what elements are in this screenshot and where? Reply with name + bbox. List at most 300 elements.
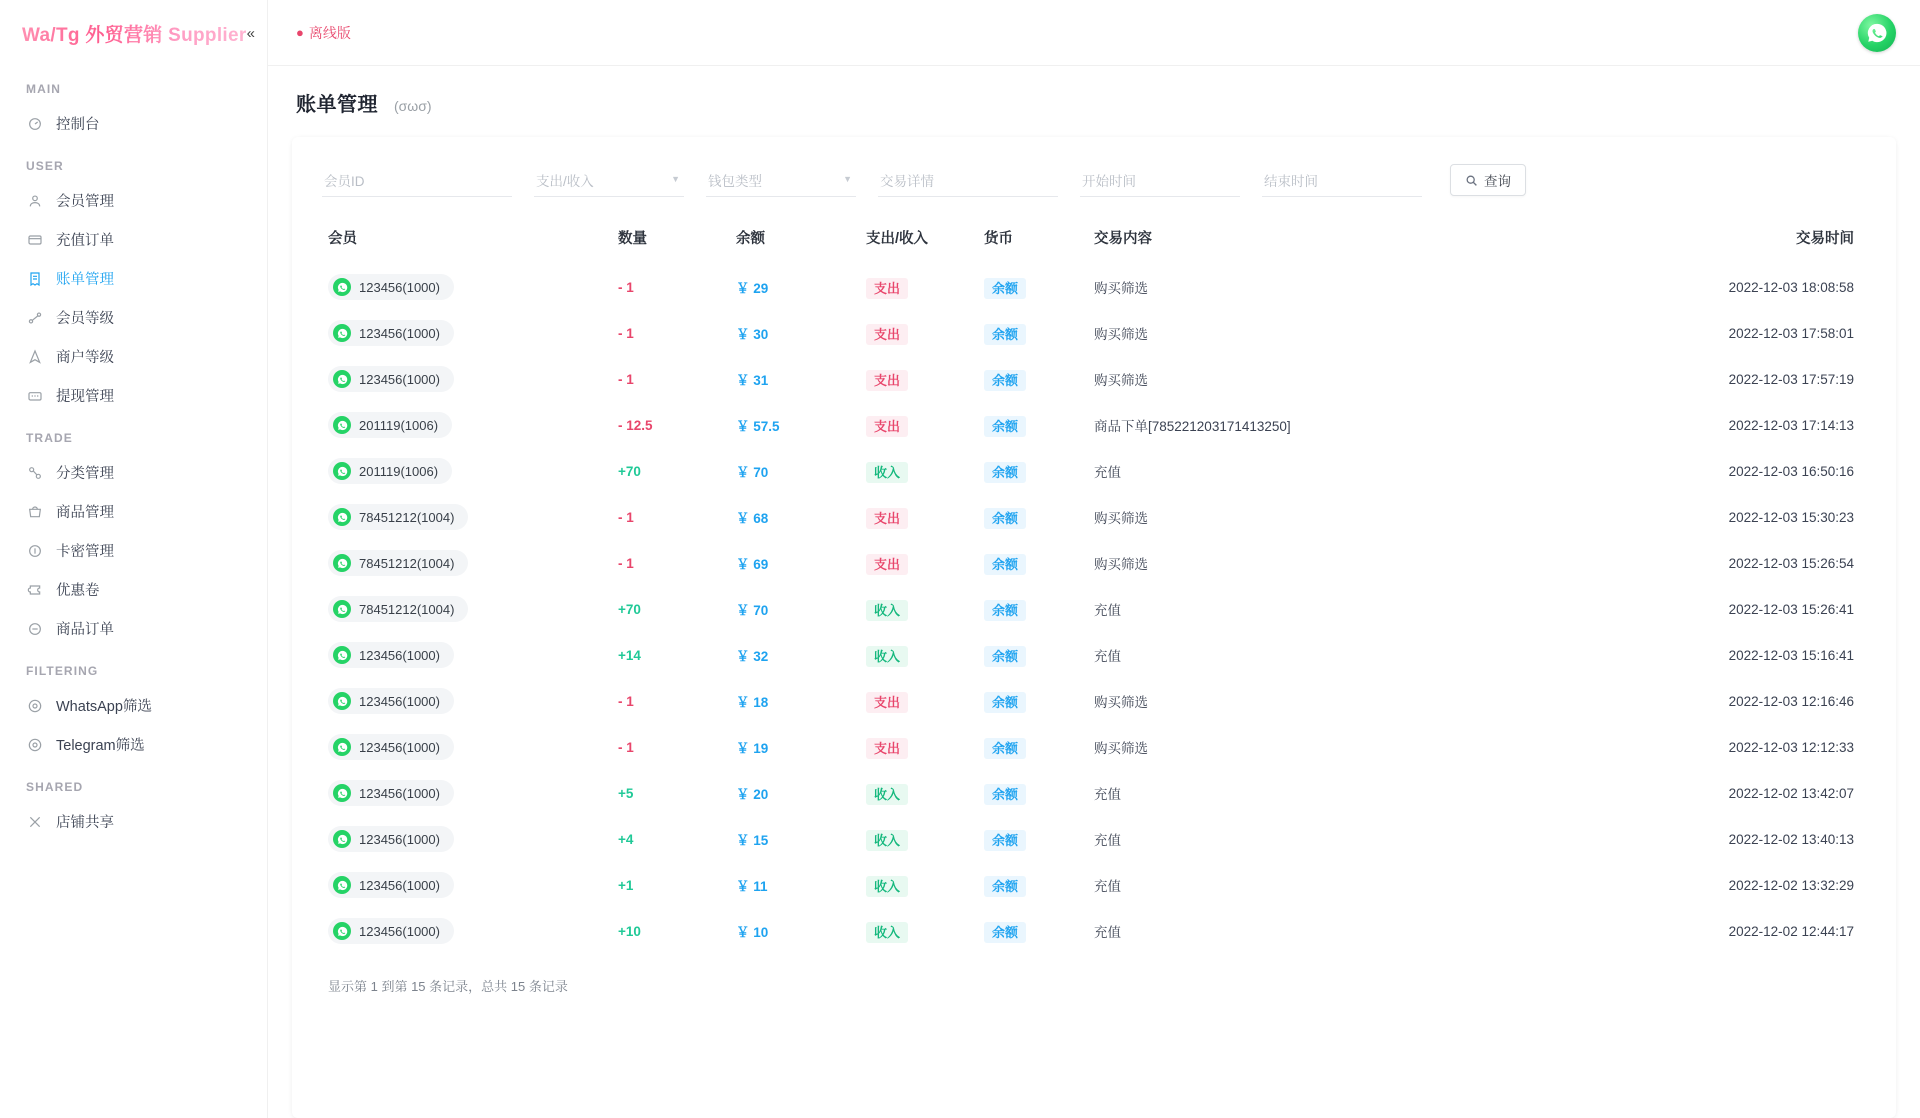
sidebar-item-label: 提现管理	[56, 389, 114, 405]
cell-time: 2022-12-02 13:32:29	[1728, 877, 1854, 893]
offline-badge	[296, 23, 351, 43]
member-chip[interactable]	[328, 320, 454, 346]
whatsapp-icon	[333, 600, 351, 618]
cell-currency	[978, 310, 1088, 356]
cell-content: 充值	[1094, 833, 1121, 848]
member-chip[interactable]	[328, 642, 454, 668]
cell-inout	[860, 816, 978, 862]
sidebar-item-label: 优惠卷	[56, 583, 100, 599]
sidebar-item-1-4[interactable]	[0, 802, 267, 841]
sidebar-item-label: 账单管理	[56, 272, 114, 288]
cell-currency	[978, 862, 1088, 908]
balance-value: ￥ 19	[736, 741, 769, 756]
sidebar-item-label: 会员管理	[56, 194, 114, 210]
cell-balance	[730, 862, 860, 908]
sidebar-nav	[0, 66, 267, 841]
member-label: 123456(1000)	[359, 739, 440, 755]
table-row[interactable]	[322, 448, 1866, 494]
member-label: 123456(1000)	[359, 325, 440, 341]
sidebar-item-label: 充值订单	[56, 233, 114, 249]
member-label: 78451212(1004)	[359, 601, 455, 617]
cell-member	[322, 862, 612, 908]
table-row[interactable]	[322, 586, 1866, 632]
table-row[interactable]	[322, 632, 1866, 678]
cell-inout	[860, 862, 978, 908]
recharge-icon	[26, 231, 43, 248]
member-label: 123456(1000)	[359, 279, 440, 295]
cell-currency	[978, 586, 1088, 632]
cell-content: 购买筛选	[1094, 327, 1148, 342]
sidebar-item-6-1[interactable]	[0, 376, 267, 415]
cell-time: 2022-12-02 13:42:07	[1728, 785, 1854, 801]
cell-amount	[612, 770, 730, 816]
cell-amount	[612, 356, 730, 402]
table-footer-info: 显示第 1 到第 15 条记录，总共 15 条记录	[328, 979, 568, 994]
cell-content: 购买筛选	[1094, 741, 1148, 756]
wallet-type-select[interactable]	[706, 163, 856, 197]
cell-time: 2022-12-02 12:44:17	[1728, 923, 1854, 939]
currency-badge: 余额	[984, 324, 1026, 345]
sidebar-item-5-2[interactable]	[0, 609, 267, 648]
cell-balance	[730, 770, 860, 816]
amount-value: +1	[618, 877, 634, 893]
sidebar-section-title: FILTERING	[26, 664, 99, 678]
sidebar-item-5-1[interactable]	[0, 337, 267, 376]
balance-value: ￥ 29	[736, 281, 769, 296]
cell-content: 充值	[1094, 649, 1121, 664]
chevron-down-icon: ▼	[671, 174, 680, 184]
sidebar-item-label: 商品管理	[56, 505, 114, 521]
sidebar-item-label: 控制台	[56, 117, 100, 133]
currency-badge: 余额	[984, 922, 1026, 943]
sidebar-item-label: WhatsApp筛选	[56, 699, 152, 715]
table-row[interactable]	[322, 402, 1866, 448]
table-row[interactable]	[322, 678, 1866, 724]
table-row[interactable]	[322, 356, 1866, 402]
th-content: 交易内容	[1094, 231, 1152, 247]
order-icon	[26, 620, 43, 637]
cell-time: 2022-12-03 16:50:16	[1728, 463, 1854, 479]
end-time-input[interactable]: 结束时间	[1262, 163, 1422, 197]
sidebar-collapse-icon[interactable]: «	[246, 24, 253, 42]
cell-time: 2022-12-03 17:57:19	[1728, 371, 1854, 387]
table-row[interactable]	[322, 310, 1866, 356]
topbar	[268, 0, 1920, 66]
inout-badge: 收入	[866, 830, 908, 851]
member-chip[interactable]	[328, 366, 454, 392]
cell-amount	[612, 586, 730, 632]
th-currency: 货币	[984, 231, 1013, 247]
sidebar-item-1-0[interactable]	[0, 104, 267, 143]
member-chip[interactable]	[328, 412, 452, 438]
cell-member	[322, 448, 612, 494]
whatsapp-icon	[333, 784, 351, 802]
cell-content: 购买筛选	[1094, 281, 1148, 296]
member-label: 123456(1000)	[359, 693, 440, 709]
cell-time: 2022-12-03 15:26:41	[1728, 601, 1854, 617]
currency-badge: 余额	[984, 738, 1026, 759]
cell-member	[322, 770, 612, 816]
filter-bar	[322, 163, 1866, 209]
whatsapp-icon	[333, 462, 351, 480]
cell-inout	[860, 724, 978, 770]
wallet-type-select-label: 钱包类型	[708, 173, 762, 189]
cell-member	[322, 310, 612, 356]
whatsapp-icon	[333, 738, 351, 756]
sidebar-section-title: SHARED	[26, 780, 84, 794]
cell-time: 2022-12-03 17:14:13	[1728, 417, 1854, 433]
merchant-icon	[26, 348, 43, 365]
inout-badge: 支出	[866, 278, 908, 299]
cell-content: 充值	[1094, 603, 1121, 618]
cell-balance	[730, 494, 860, 540]
sidebar-item-1-2[interactable]	[0, 453, 267, 492]
th-balance: 余额	[736, 231, 765, 247]
cell-amount	[612, 816, 730, 862]
whatsapp-icon	[333, 278, 351, 296]
inout-badge: 支出	[866, 324, 908, 345]
category-icon	[26, 464, 43, 481]
amount-value: - 12.5	[618, 417, 653, 433]
cell-amount	[612, 264, 730, 310]
cell-inout	[860, 586, 978, 632]
coupon-icon	[26, 581, 43, 598]
table-row[interactable]	[322, 264, 1866, 310]
cell-member	[322, 264, 612, 310]
member-chip[interactable]	[328, 550, 468, 576]
bill-table	[322, 221, 1866, 954]
currency-badge: 余额	[984, 508, 1026, 529]
inout-badge: 收入	[866, 876, 908, 897]
balance-value: ￥ 20	[736, 787, 769, 802]
cell-time: 2022-12-03 12:16:46	[1728, 693, 1854, 709]
cell-currency	[978, 724, 1088, 770]
bill-icon	[26, 270, 43, 287]
whatsapp-filter-icon	[26, 697, 43, 714]
amount-value: - 1	[618, 279, 634, 295]
whatsapp-avatar-icon[interactable]	[1858, 14, 1896, 52]
cell-balance	[730, 356, 860, 402]
cell-amount	[612, 310, 730, 356]
member-chip[interactable]	[328, 458, 452, 484]
detail-input[interactable]: 交易详情	[878, 163, 1058, 197]
start-time-input[interactable]: 开始时间	[1080, 163, 1240, 197]
sidebar-item-1-3[interactable]	[0, 686, 267, 725]
cell-member	[322, 402, 612, 448]
cell-balance	[730, 724, 860, 770]
cell-inout	[860, 310, 978, 356]
content-card	[292, 137, 1896, 1118]
amount-value: +14	[618, 647, 641, 663]
member-label: 123456(1000)	[359, 371, 440, 387]
sidebar-item-label: 卡密管理	[56, 544, 114, 560]
cell-amount	[612, 678, 730, 724]
page-title: 账单管理	[296, 94, 378, 116]
cell-content: 购买筛选	[1094, 373, 1148, 388]
cell-inout	[860, 402, 978, 448]
bill-table-head	[322, 221, 1866, 264]
cell-amount	[612, 448, 730, 494]
table-row[interactable]	[322, 770, 1866, 816]
bill-table-body	[322, 264, 1866, 954]
inout-badge: 支出	[866, 738, 908, 759]
balance-value: ￥ 57.5	[736, 419, 780, 434]
inout-badge: 支出	[866, 554, 908, 575]
cell-currency	[978, 448, 1088, 494]
cell-member	[322, 540, 612, 586]
cell-content: 购买筛选	[1094, 511, 1148, 526]
cell-member	[322, 724, 612, 770]
sidebar-item-label: 商户等级	[56, 350, 114, 366]
member-chip[interactable]	[328, 826, 454, 852]
th-inout: 支出/收入	[866, 231, 929, 247]
cell-currency	[978, 494, 1088, 540]
cell-balance	[730, 816, 860, 862]
table-row[interactable]	[322, 724, 1866, 770]
member-label: 78451212(1004)	[359, 509, 455, 525]
sidebar-brand-row	[0, 0, 267, 66]
user-icon	[26, 192, 43, 209]
whatsapp-icon	[333, 876, 351, 894]
sidebar-item-2-3[interactable]	[0, 725, 267, 764]
whatsapp-icon	[333, 508, 351, 526]
cell-time: 2022-12-02 13:40:13	[1728, 831, 1854, 847]
table-row[interactable]	[322, 862, 1866, 908]
amount-value: +10	[618, 923, 641, 939]
cell-currency	[978, 264, 1088, 310]
balance-value: ￥ 11	[736, 879, 768, 894]
sidebar-item-label: 会员等级	[56, 311, 114, 327]
sidebar-section-title: USER	[26, 159, 64, 173]
cell-inout	[860, 448, 978, 494]
amount-value: - 1	[618, 693, 634, 709]
inout-badge: 收入	[866, 922, 908, 943]
cell-amount	[612, 540, 730, 586]
member-label: 123456(1000)	[359, 785, 440, 801]
member-chip[interactable]	[328, 688, 454, 714]
cell-time: 2022-12-03 12:12:33	[1728, 739, 1854, 755]
balance-value: ￥ 10	[736, 925, 769, 940]
level-icon	[26, 309, 43, 326]
cell-balance	[730, 540, 860, 586]
inout-select[interactable]	[534, 163, 684, 197]
currency-badge: 余额	[984, 830, 1026, 851]
search-icon	[1465, 174, 1478, 187]
balance-value: ￥ 68	[736, 511, 769, 526]
amount-value: +4	[618, 831, 634, 847]
currency-badge: 余额	[984, 600, 1026, 621]
whatsapp-icon	[333, 830, 351, 848]
cell-currency	[978, 632, 1088, 678]
brand-title: Wa/Tg 外贸营销 Supplier	[22, 20, 247, 47]
sidebar-item-2-2[interactable]	[0, 492, 267, 531]
amount-value: +70	[618, 463, 641, 479]
th-member: 会员	[328, 231, 357, 247]
cell-member	[322, 632, 612, 678]
sidebar-section-title: MAIN	[26, 82, 62, 96]
query-button[interactable]	[1450, 164, 1526, 196]
page-head	[268, 66, 1920, 131]
cell-time: 2022-12-03 15:30:23	[1728, 509, 1854, 525]
member-label: 123456(1000)	[359, 877, 440, 893]
cell-amount	[612, 632, 730, 678]
whatsapp-icon	[333, 692, 351, 710]
table-row[interactable]	[322, 494, 1866, 540]
whatsapp-icon	[333, 922, 351, 940]
member-label: 123456(1000)	[359, 647, 440, 663]
whatsapp-icon	[333, 324, 351, 342]
goods-icon	[26, 503, 43, 520]
sidebar-item-2-1[interactable]	[0, 220, 267, 259]
table-row[interactable]	[322, 908, 1866, 954]
cell-currency	[978, 816, 1088, 862]
cell-currency	[978, 540, 1088, 586]
sidebar-item-3-2[interactable]	[0, 531, 267, 570]
cell-balance	[730, 908, 860, 954]
cell-member	[322, 816, 612, 862]
member-label: 123456(1000)	[359, 923, 440, 939]
member-label: 78451212(1004)	[359, 555, 455, 571]
withdraw-icon	[26, 387, 43, 404]
member-chip[interactable]	[328, 504, 468, 530]
member-label: 201119(1006)	[359, 417, 439, 433]
cell-inout	[860, 356, 978, 402]
member-chip[interactable]	[328, 274, 454, 300]
inout-badge: 收入	[866, 600, 908, 621]
cell-inout	[860, 770, 978, 816]
inout-select-label: 支出/收入	[536, 173, 594, 189]
sidebar-item-3-1[interactable]	[0, 259, 267, 298]
cell-member	[322, 678, 612, 724]
balance-value: ￥ 18	[736, 695, 769, 710]
offline-label: 离线版	[308, 24, 351, 41]
currency-badge: 余额	[984, 462, 1026, 483]
inout-badge: 收入	[866, 784, 908, 805]
cell-amount	[612, 908, 730, 954]
cell-inout	[860, 540, 978, 586]
cell-amount	[612, 862, 730, 908]
cell-amount	[612, 494, 730, 540]
member-chip[interactable]	[328, 780, 454, 806]
cell-currency	[978, 678, 1088, 724]
cell-amount	[612, 724, 730, 770]
cell-balance	[730, 310, 860, 356]
cell-inout	[860, 908, 978, 954]
inout-badge: 收入	[866, 462, 908, 483]
offline-dot-icon: ●	[296, 25, 304, 40]
main-area	[268, 0, 1920, 1118]
sidebar-item-1-1[interactable]	[0, 181, 267, 220]
member-chip[interactable]	[328, 734, 454, 760]
member-chip[interactable]	[328, 872, 454, 898]
cell-currency	[978, 908, 1088, 954]
sidebar-section-title: TRADE	[26, 431, 73, 445]
cell-time: 2022-12-03 15:16:41	[1728, 647, 1854, 663]
cell-content: 充值	[1094, 879, 1121, 894]
cell-member	[322, 494, 612, 540]
amount-value: +70	[618, 601, 641, 617]
sidebar	[0, 0, 268, 1118]
member-chip[interactable]	[328, 596, 468, 622]
whatsapp-icon	[333, 370, 351, 388]
cell-currency	[978, 356, 1088, 402]
currency-badge: 余额	[984, 692, 1026, 713]
balance-value: ￥ 15	[736, 833, 769, 848]
cell-inout	[860, 678, 978, 724]
cell-currency	[978, 770, 1088, 816]
inout-badge: 支出	[866, 370, 908, 391]
cell-time: 2022-12-03 15:26:54	[1728, 555, 1854, 571]
cell-balance	[730, 264, 860, 310]
amount-value: - 1	[618, 325, 634, 341]
currency-badge: 余额	[984, 278, 1026, 299]
cell-content: 购买筛选	[1094, 557, 1148, 572]
inout-badge: 支出	[866, 692, 908, 713]
table-row[interactable]	[322, 540, 1866, 586]
amount-value: - 1	[618, 555, 634, 571]
sidebar-item-label: 分类管理	[56, 466, 114, 482]
balance-value: ￥ 69	[736, 557, 769, 572]
inout-badge: 支出	[866, 416, 908, 437]
currency-badge: 余额	[984, 876, 1026, 897]
member-chip[interactable]	[328, 918, 454, 944]
amount-value: - 1	[618, 509, 634, 525]
cell-balance	[730, 402, 860, 448]
balance-value: ￥ 32	[736, 649, 769, 664]
table-header-row	[322, 221, 1866, 264]
cell-content: 充值	[1094, 925, 1121, 940]
sidebar-item-label: 店铺共享	[56, 815, 114, 831]
sidebar-item-4-2[interactable]	[0, 570, 267, 609]
cell-amount	[612, 402, 730, 448]
currency-badge: 余额	[984, 784, 1026, 805]
sidebar-item-label: Telegram筛选	[56, 738, 145, 754]
query-button-label: 查询	[1484, 174, 1511, 189]
balance-value: ￥ 70	[736, 603, 769, 618]
page-kaomoji: (σωσ)	[394, 98, 432, 114]
sidebar-item-4-1[interactable]	[0, 298, 267, 337]
cell-member	[322, 586, 612, 632]
cell-inout	[860, 494, 978, 540]
cell-inout	[860, 632, 978, 678]
balance-value: ￥ 31	[736, 373, 769, 388]
cell-balance	[730, 586, 860, 632]
whatsapp-icon	[333, 416, 351, 434]
cell-currency	[978, 402, 1088, 448]
cell-content: 商品下单[785221203171413250]	[1094, 419, 1291, 434]
inout-badge: 支出	[866, 508, 908, 529]
cell-balance	[730, 632, 860, 678]
amount-value: - 1	[618, 739, 634, 755]
cell-member	[322, 908, 612, 954]
cell-balance	[730, 678, 860, 724]
th-amount: 数量	[618, 231, 647, 247]
member-label: 123456(1000)	[359, 831, 440, 847]
cell-time: 2022-12-03 18:08:58	[1728, 279, 1854, 295]
currency-badge: 余额	[984, 416, 1026, 437]
cell-time: 2022-12-03 17:58:01	[1728, 325, 1854, 341]
member-id-input[interactable]: 会员ID	[322, 163, 512, 197]
cell-member	[322, 356, 612, 402]
sidebar-item-label: 商品订单	[56, 622, 114, 638]
whatsapp-icon	[333, 554, 351, 572]
inout-badge: 收入	[866, 646, 908, 667]
currency-badge: 余额	[984, 646, 1026, 667]
cell-content: 充值	[1094, 465, 1121, 480]
amount-value: - 1	[618, 371, 634, 387]
cell-content: 购买筛选	[1094, 695, 1148, 710]
table-row[interactable]	[322, 816, 1866, 862]
